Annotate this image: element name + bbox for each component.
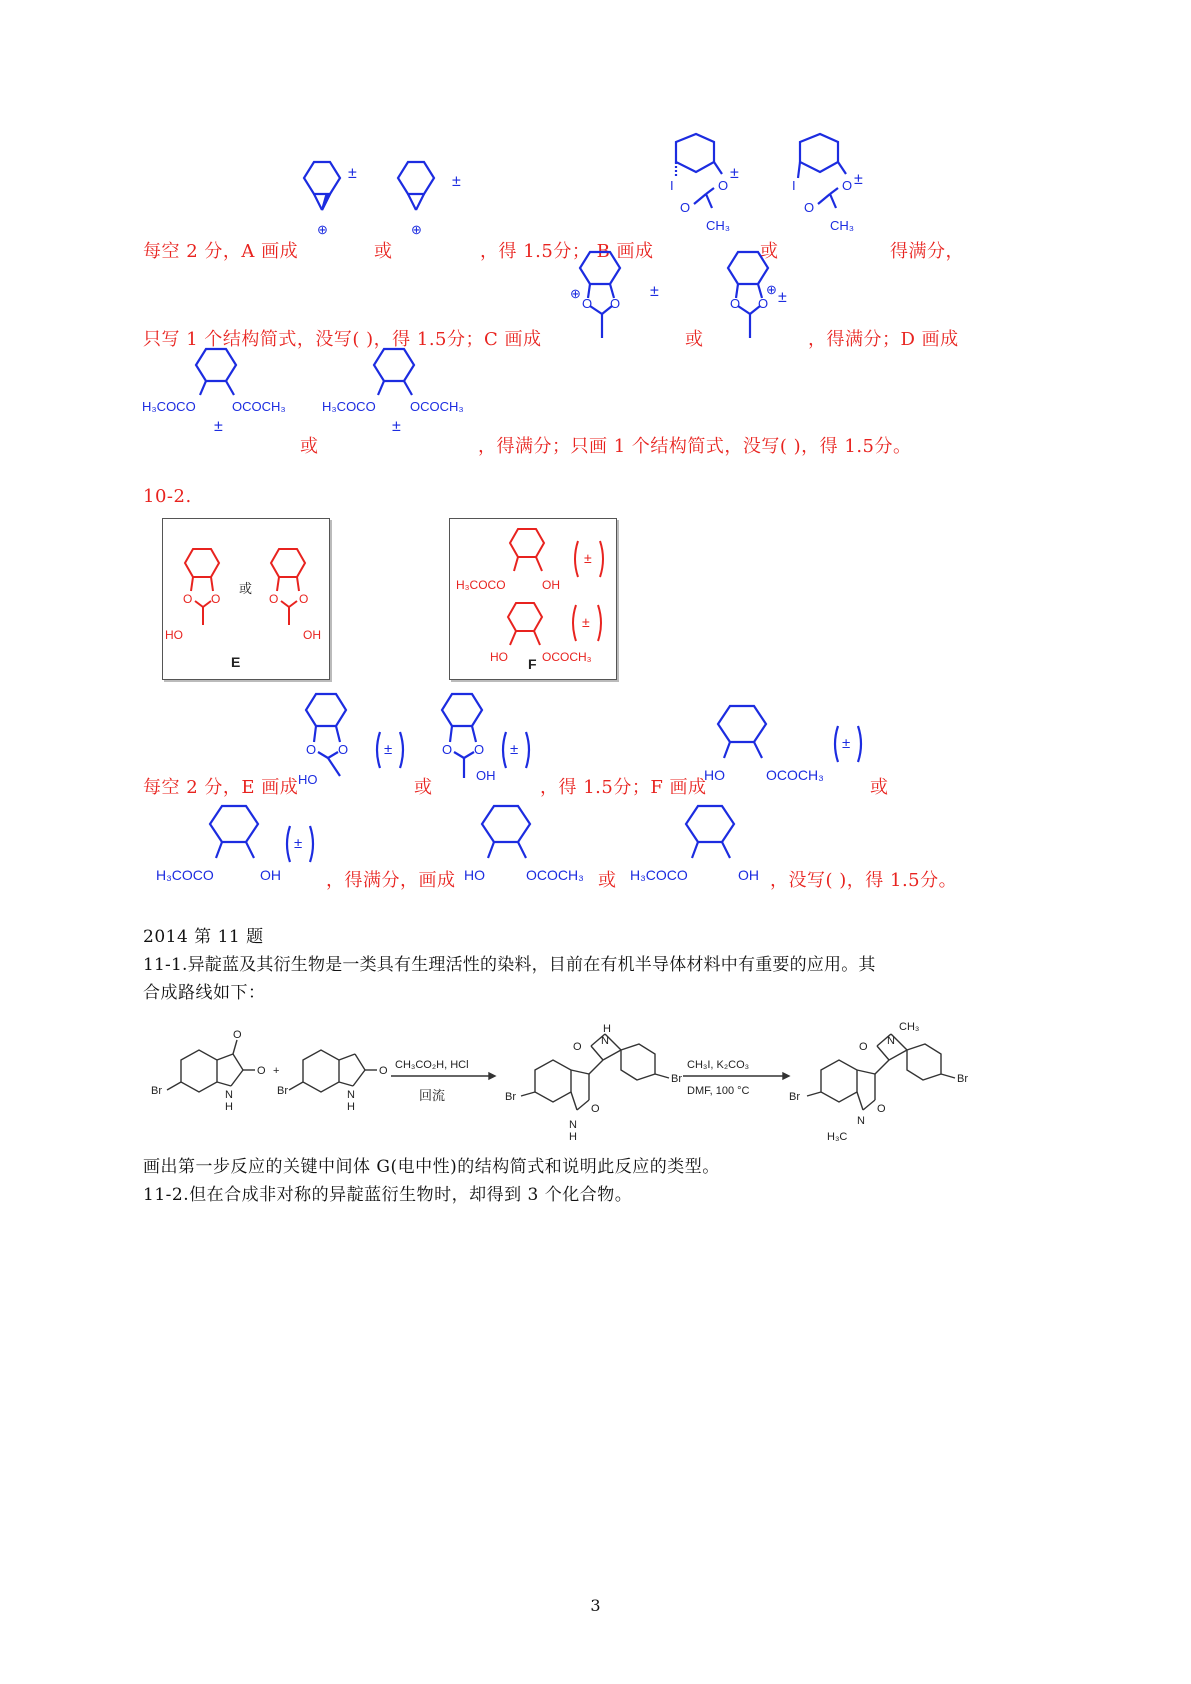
- structure-e-answer-1: [296, 688, 406, 798]
- oxygen-label: O: [299, 592, 309, 606]
- structure-c2: [716, 248, 826, 348]
- oxygen-label: O: [211, 592, 221, 606]
- structure-a2: [394, 158, 474, 238]
- oxygen-label: O: [877, 1103, 886, 1115]
- oxygen-label: O: [842, 178, 853, 193]
- plus-label: ⊕: [766, 282, 777, 297]
- or-small: 或: [239, 581, 253, 596]
- oxygen-label: O: [859, 1041, 868, 1053]
- structure-f-answer-1: [700, 700, 870, 800]
- n-label: N: [887, 1035, 895, 1047]
- methyl-label: CH₃: [830, 218, 855, 233]
- plus-sign: +: [273, 1065, 280, 1077]
- pm-label: ±: [452, 173, 461, 190]
- diacetate-right-label: OCOCH₃: [526, 867, 584, 883]
- question-paragraph-2: 画出第一步反应的关键中间体 G(电中性)的结构简式和说明此反应的类型。: [143, 1157, 720, 1177]
- text-b: ，得 1.5分； B 画成: [480, 241, 654, 262]
- structure-d1: [140, 345, 310, 445]
- oxygen-label: O: [442, 742, 453, 757]
- n-label: N: [857, 1115, 865, 1127]
- answer-box-f: [449, 518, 617, 680]
- pm-label: ±: [582, 614, 590, 630]
- plus-label: ⊕: [570, 286, 581, 301]
- n-label: N: [347, 1089, 355, 1101]
- br-label: Br: [957, 1073, 968, 1085]
- oxygen-label: O: [306, 742, 317, 757]
- label-e: E: [231, 654, 241, 670]
- hydroxyl-label: HO: [165, 628, 183, 642]
- structure-e-answer-2: [432, 688, 542, 798]
- reaction-scheme: [143, 1020, 973, 1150]
- answer-box-e: [162, 518, 330, 680]
- diacetate-left-label: H₃COCO: [630, 867, 688, 883]
- plus-label: ⊕: [317, 222, 328, 237]
- text-c: 得满分，: [890, 241, 964, 262]
- pm-label: ±: [854, 171, 863, 188]
- pm-label: ±: [730, 165, 739, 182]
- question-paragraph-1-cont: 合成路线如下：: [143, 983, 266, 1003]
- pm-label: ±: [348, 165, 357, 182]
- oxygen-label: O: [269, 592, 279, 606]
- pm-label: ±: [842, 735, 851, 752]
- text-b: ，得满分；D 画成: [808, 329, 959, 350]
- hydroxyl-label: OH: [260, 867, 281, 883]
- hydroxyl-label: OH: [476, 768, 496, 783]
- or-text: 或: [870, 777, 889, 798]
- oxygen-label: O: [257, 1065, 266, 1077]
- question-paragraph-3: 11-2.但在合成非对称的异靛蓝衍生物时，却得到 3 个化合物。: [143, 1185, 633, 1205]
- methyl-label: CH₃: [706, 218, 731, 233]
- or-text: 或: [685, 329, 704, 350]
- structure-e: [163, 519, 329, 679]
- hydroxyl-label: HO: [704, 767, 725, 783]
- structure-f-answer-2: [152, 800, 342, 900]
- oxygen-label: O: [718, 178, 729, 193]
- text-a: ，得满分，画成: [326, 870, 456, 891]
- hydroxyl-label: OH: [738, 867, 759, 883]
- oxygen-label: O: [233, 1029, 242, 1041]
- section-label: 10-2.: [143, 486, 192, 507]
- br-label: Br: [671, 1073, 682, 1085]
- diacetate-right-label: OCOCH₃: [766, 767, 824, 783]
- question-title: 2014 第 11 题: [143, 927, 264, 947]
- text-a: 每空 2 分，A 画成: [143, 241, 299, 262]
- reagent-2-bottom: DMF, 100 °C: [687, 1085, 750, 1097]
- oxygen-label: O: [610, 296, 621, 311]
- n-label: N: [569, 1119, 577, 1131]
- structure-b2: [790, 132, 900, 242]
- text-a: 每空 2 分，E 画成: [143, 777, 299, 798]
- pm-label: ±: [392, 418, 401, 435]
- structure-f-answer-4: [628, 800, 778, 900]
- pm-label: ±: [510, 741, 519, 758]
- structure-a1: [300, 158, 380, 238]
- br-label: Br: [505, 1091, 516, 1103]
- n-label: N: [225, 1089, 233, 1101]
- iodine-label: I: [792, 178, 796, 193]
- hydroxyl-label: HO: [464, 867, 485, 883]
- question-paragraph-1: 11-1.异靛蓝及其衍生物是一类具有生理活性的染料，目前在有机半导体材料中有重要的应用。其: [143, 955, 876, 975]
- oxygen-label: O: [758, 296, 769, 311]
- h-label: H: [569, 1131, 577, 1143]
- oxygen-label: O: [804, 200, 815, 215]
- reagent-1-bottom: 回流: [419, 1088, 446, 1103]
- diacetate-right-label: OCOCH₃: [232, 399, 286, 414]
- br-label: Br: [151, 1085, 162, 1097]
- structure-c1: [568, 248, 678, 348]
- iodine-label: I: [670, 178, 674, 193]
- hydroxyl-label: HO: [490, 650, 508, 664]
- oxygen-label: O: [573, 1041, 582, 1053]
- h-label: H: [225, 1101, 233, 1113]
- pm-label: ±: [650, 283, 659, 300]
- br-label: Br: [789, 1091, 800, 1103]
- diacetate-right-label: OCOCH₃: [410, 399, 464, 414]
- methyl-label: CH₃: [899, 1021, 920, 1033]
- diacetate-right-label: OCOCH₃: [542, 650, 592, 664]
- or-text: 或: [760, 241, 779, 262]
- pm-label: ±: [384, 741, 393, 758]
- h-label: H: [603, 1023, 611, 1035]
- or-text: 或: [414, 777, 433, 798]
- h-label: H: [347, 1101, 355, 1113]
- diacetate-left-label: H₃COCO: [156, 867, 214, 883]
- structure-f-answer-3: [460, 800, 610, 900]
- pm-label: ±: [584, 550, 592, 566]
- or-text: 或: [300, 436, 319, 457]
- text-b: ，得 1.5分；F 画成: [540, 777, 707, 798]
- diacetate-left-label: H₃COCO: [322, 399, 376, 414]
- oxygen-label: O: [474, 742, 485, 757]
- oxygen-label: O: [183, 592, 193, 606]
- n-label: N: [601, 1035, 609, 1047]
- text-a: ，得满分；只画 1 个结构简式，没写( )，得 1.5分。: [478, 436, 912, 457]
- structure-d2: [318, 345, 488, 445]
- methyl-label: H₃C: [827, 1131, 848, 1143]
- text-a: 只写 1 个结构简式，没写( )，得 1.5分；C 画成: [143, 329, 542, 350]
- br-label: Br: [277, 1085, 288, 1097]
- plus-label: ⊕: [411, 222, 422, 237]
- or-text: 或: [374, 241, 393, 262]
- reagent-1-top: CH₃CO₂H, HCl: [395, 1059, 469, 1071]
- pm-label: ±: [778, 289, 787, 306]
- oxygen-label: O: [379, 1065, 388, 1077]
- oxygen-label: O: [680, 200, 691, 215]
- text-b: ，没写( )，得 1.5分。: [770, 870, 958, 891]
- hydroxyl-label: HO: [298, 772, 318, 787]
- label-f: F: [528, 656, 537, 672]
- oxygen-label: O: [730, 296, 741, 311]
- structure-b1: [666, 132, 776, 242]
- structure-f: [450, 519, 616, 679]
- pm-label: ±: [214, 418, 223, 435]
- page-number: 3: [590, 1596, 601, 1615]
- diacetate-left-label: H₃COCO: [142, 399, 196, 414]
- pm-label: ±: [294, 835, 303, 852]
- hydroxyl-label: OH: [542, 578, 560, 592]
- oxygen-label: O: [582, 296, 593, 311]
- reagent-2-top: CH₃I, K₂CO₃: [687, 1059, 750, 1071]
- diacetate-left-label: H₃COCO: [456, 578, 506, 592]
- oxygen-label: O: [591, 1103, 600, 1115]
- or-text: 或: [598, 870, 617, 891]
- oxygen-label: O: [338, 742, 349, 757]
- hydroxyl-label: OH: [303, 628, 321, 642]
